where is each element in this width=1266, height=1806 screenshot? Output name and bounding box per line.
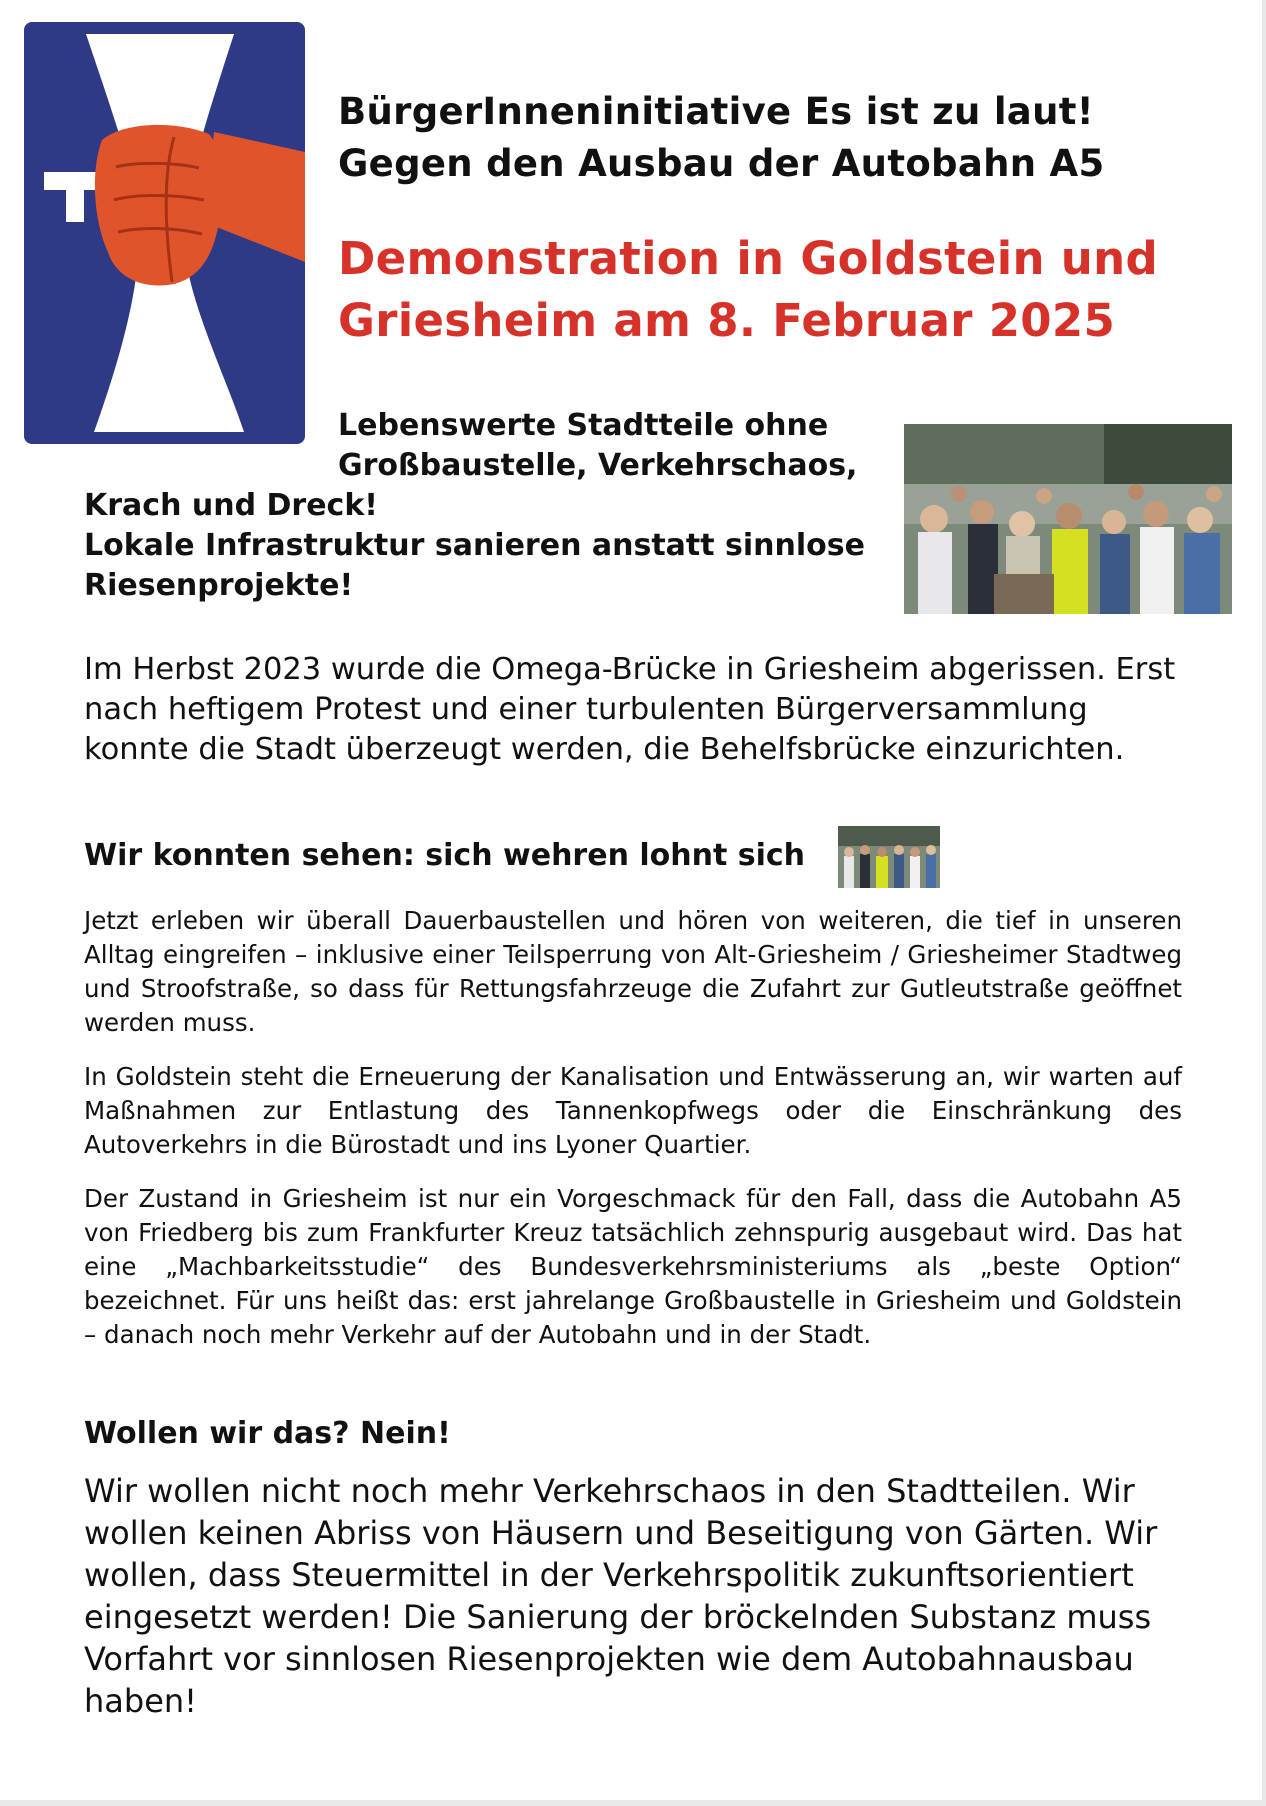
initiative-logo (24, 22, 305, 444)
paragraph-goldstein: In Goldstein steht die Erneuerung der Kanalisation und Entwässerung an, wir warten auf Maßnahmen zur Entlastung des Tannenkopfwegs oder die Einschränkung des Autoverkehrs in die Bürostadt und ins Lyoner Quartier. (84, 1062, 1182, 1159)
paragraph-construction-sites: Jetzt erleben wir überall Dauerbaustellen und hören von weiteren, die tief in unseren Alltag eingreifen – inklusive einer Teilsperrung von Alt-Griesheim / Griesheimer Stadtweg und Stroofstraße, so dass für Rettungsfahrzeuge die Zufahrt zur Gutleutstraße geöffnet werden muss. (84, 906, 1182, 1037)
intro-paragraph: Im Herbst 2023 wurde die Omega-Brücke in Griesheim abgerissen. Erst nach heftigem Protest und einer turbulenten Bürgerversammlung konnte die Stadt überzeugt werden, die Behelfsbrücke einzurichten. (84, 652, 1176, 767)
slogan-line-2: Großbaustelle, Verkehrschaos, (338, 448, 858, 483)
subheading-question: Wollen wir das? Nein! (84, 1416, 451, 1451)
paragraph-autobahn-expansion: Der Zustand in Griesheim ist nur ein Vorgeschmack für den Fall, dass die Autobahn A5 von Friedberg bis zum Frankfurter Kreuz tatsächlich zehnspurig ausgebaut wird. Das hat eine „Machbarkeitsstudie“ des Bundesverkehrsministeriums als „beste Option“ bezeichnet. Für uns heißt das: erst jahrelange Großbaustelle in Griesheim und Goldstein – danach noch mehr Verkehr auf der Autobahn und in der Stadt. (84, 1184, 1182, 1349)
slogan-line-1: Lebenswerte Stadtteile ohne (338, 408, 829, 443)
initiative-name: BürgerInneninitiative Es ist zu laut! (338, 90, 1094, 133)
demonstration-thumbnail (838, 826, 940, 888)
page-edge-bottom (0, 1800, 1266, 1806)
demonstration-photo (904, 424, 1232, 614)
event-title-line2: Griesheim am 8. Februar 2025 (338, 294, 1116, 347)
closing-paragraph: Wir wollen nicht noch mehr Verkehrschaos in den Stadtteilen. Wir wollen keinen Abriss von Häusern und Beseitigung von Gärten. Wir wollen, dass Steuermittel in der Verkehrspolitik zukunftsorientiert eingesetzt werden! Die Sanierung der bröckelnden Substanz muss Vorfahrt vor sinnlosen Riesenprojekten wie dem Autobahnausbau haben! (84, 1472, 1158, 1720)
slogan-line-4: Lokale Infrastruktur sanieren anstatt sinnlose (84, 528, 865, 563)
page-edge-right (1262, 0, 1266, 1806)
event-title (338, 228, 1238, 352)
subheading-resistance: Wir konnten sehen: sich wehren lohnt sich (84, 838, 806, 873)
slogan-line-3: Krach und Dreck! (84, 488, 378, 523)
initiative-header (338, 86, 1238, 190)
slogan-line-5: Riesenprojekte! (84, 568, 354, 603)
initiative-subtitle: Gegen den Ausbau der Autobahn A5 (338, 142, 1105, 185)
event-title-line1: Demonstration in Goldstein und (338, 232, 1158, 285)
